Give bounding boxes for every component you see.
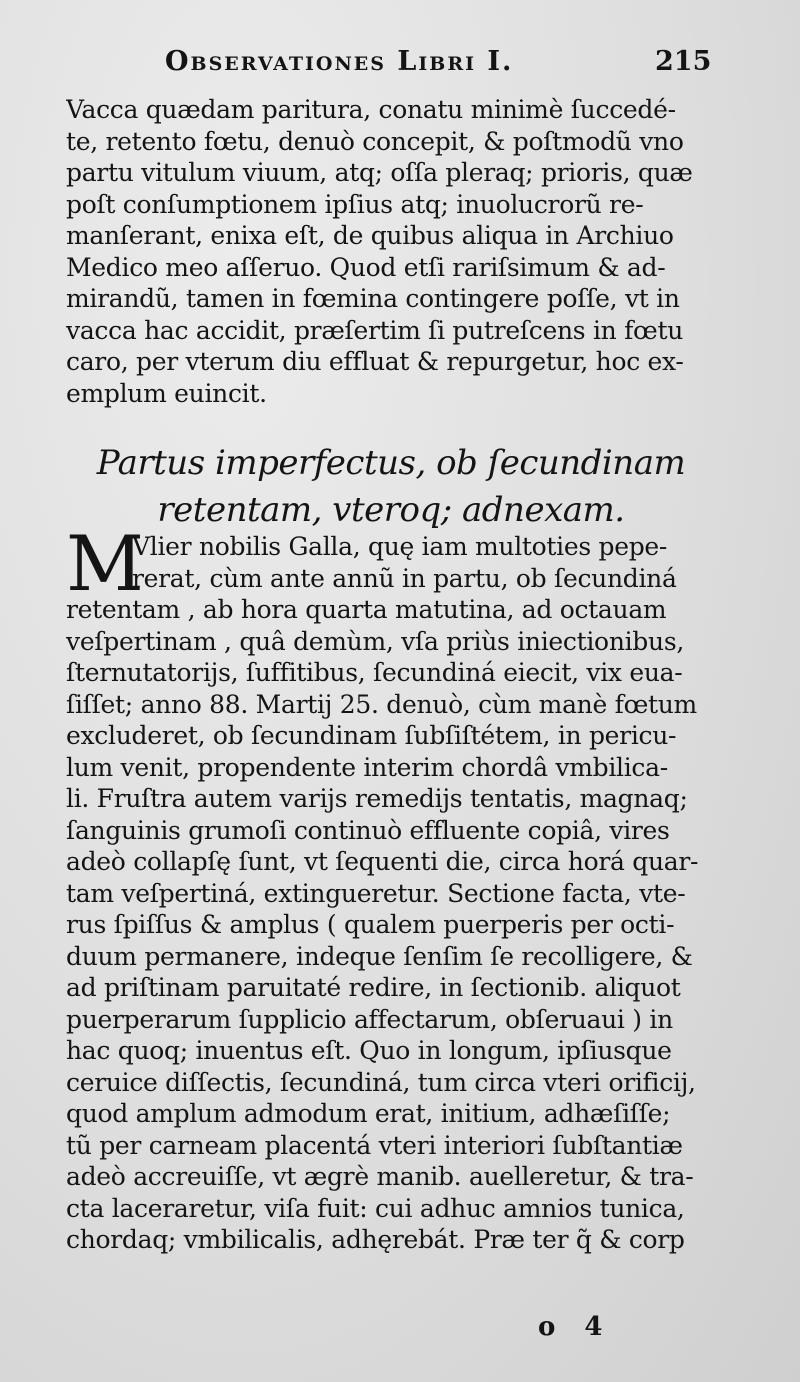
section-title-line: Partus imperfectus, ob ſecundinam	[96, 443, 686, 483]
text-line: li. Fruſtra autem varijs remedijs tentatis, magnaq;	[66, 784, 688, 813]
paragraph-mulier	[66, 519, 716, 1256]
text-line: ſanguinis grumoſi continuò effluente copiâ, vires	[66, 815, 670, 845]
text-line: vacca hac accidit, præſertim ſi putreſcens in fœtu	[66, 315, 684, 345]
text-line: ſternutatorijs, ſuffitibus, ſecundiná eiecit, vix eua-	[66, 658, 683, 687]
text-line: ad priſtinam paruitaté redire, in ſectionib. aliquot	[66, 973, 681, 1002]
text-line: caro, per vterum diu effluat & repurgetur, hoc ex-	[66, 347, 684, 376]
text-line: Medico meo aſſeruo. Quod etſi rariſsimum & ad-	[66, 252, 666, 282]
text-line: emplum euincit.	[66, 378, 267, 408]
text-line: duum permanere, indeque ſenſim ſe recolligere, &	[66, 941, 693, 971]
text-line: rus ſpiſſus & amplus ( qualem puerperis per octi-	[66, 910, 675, 939]
text-line: te, retento fœtu, denuò concepit, & poſtmodũ vno	[66, 126, 684, 156]
text-line: adeò collapſę ſunt, vt ſequenti die, circa horá quar-	[66, 847, 699, 876]
text-line: partu vitulum viuum, atq; oſſa pleraq; prioris, quæ	[66, 158, 693, 187]
dropcap-block	[66, 519, 716, 608]
page-header	[0, 46, 800, 90]
text-line: chordaq; vmbilicalis, adhęrebát. Præ ter q̃ & corp	[66, 1225, 685, 1254]
text-line: tũ per carneam placentá vteri interiori ſubſtantiæ	[66, 1130, 683, 1160]
text-line: ſiſſet; anno 88. Martij 25. denuò, cùm manè fœtum	[66, 689, 697, 719]
text-line: puerperarum ſupplicio affectarum, obſeruaui ) in	[66, 1004, 673, 1034]
text-line: poſt conſumptionem ipſius atq; inuolucrorũ re-	[66, 189, 644, 219]
text-line: excluderet, ob ſecundinam ſubſiſtétem, in pericu-	[66, 721, 677, 750]
text-line: rerat, cùm ante annũ in partu, ob ſecundiná	[132, 563, 677, 593]
text-line: retentam , ab hora quarta matutina, ad octauam	[66, 595, 667, 624]
text-line: hac quoq; inuentus eſt. Quo in longum, ipſiusque	[66, 1036, 672, 1065]
text-line: Vacca quædam paritura, conatu minimè ſuccedé-	[66, 95, 676, 124]
section-title	[66, 440, 716, 534]
text-line: manſerant, enixa eſt, de quibus aliqua in Archiuo	[66, 221, 674, 250]
paragraph-vacca	[66, 94, 716, 409]
text-line: quod amplum admodum erat, initium, adhæſiſſe;	[66, 1099, 671, 1128]
text-line: tam veſpertiná, extingueretur. Sectione facta, vte-	[66, 878, 686, 908]
signature-mark: o 4	[538, 1312, 613, 1342]
drop-capital: M	[66, 519, 144, 608]
text-line: adeò accreuiſſe, vt ægrè manib. auelleretur, & tra-	[66, 1162, 694, 1191]
running-head: Observationes Libri I.	[165, 46, 514, 77]
text-line: Vlier nobilis Galla, quę iam multoties pepe-	[132, 532, 668, 561]
section-title-line: retentam, vteroq; adnexam.	[157, 490, 625, 530]
text-line: mirandũ, tamen in fœmina contingere poſſe, vt in	[66, 284, 680, 313]
text-line: lum venit, propendente interim chordâ vmbilica-	[66, 752, 668, 782]
text-line: cta laceraretur, viſa fuit: cui adhuc amnios tunica,	[66, 1193, 685, 1223]
page-number: 215	[655, 46, 712, 77]
text-line: ceruice diſſectis, ſecundiná, tum circa vteri orificij,	[66, 1067, 696, 1097]
text-line: veſpertinam , quâ demùm, vſa priùs iniectionibus,	[66, 626, 684, 656]
